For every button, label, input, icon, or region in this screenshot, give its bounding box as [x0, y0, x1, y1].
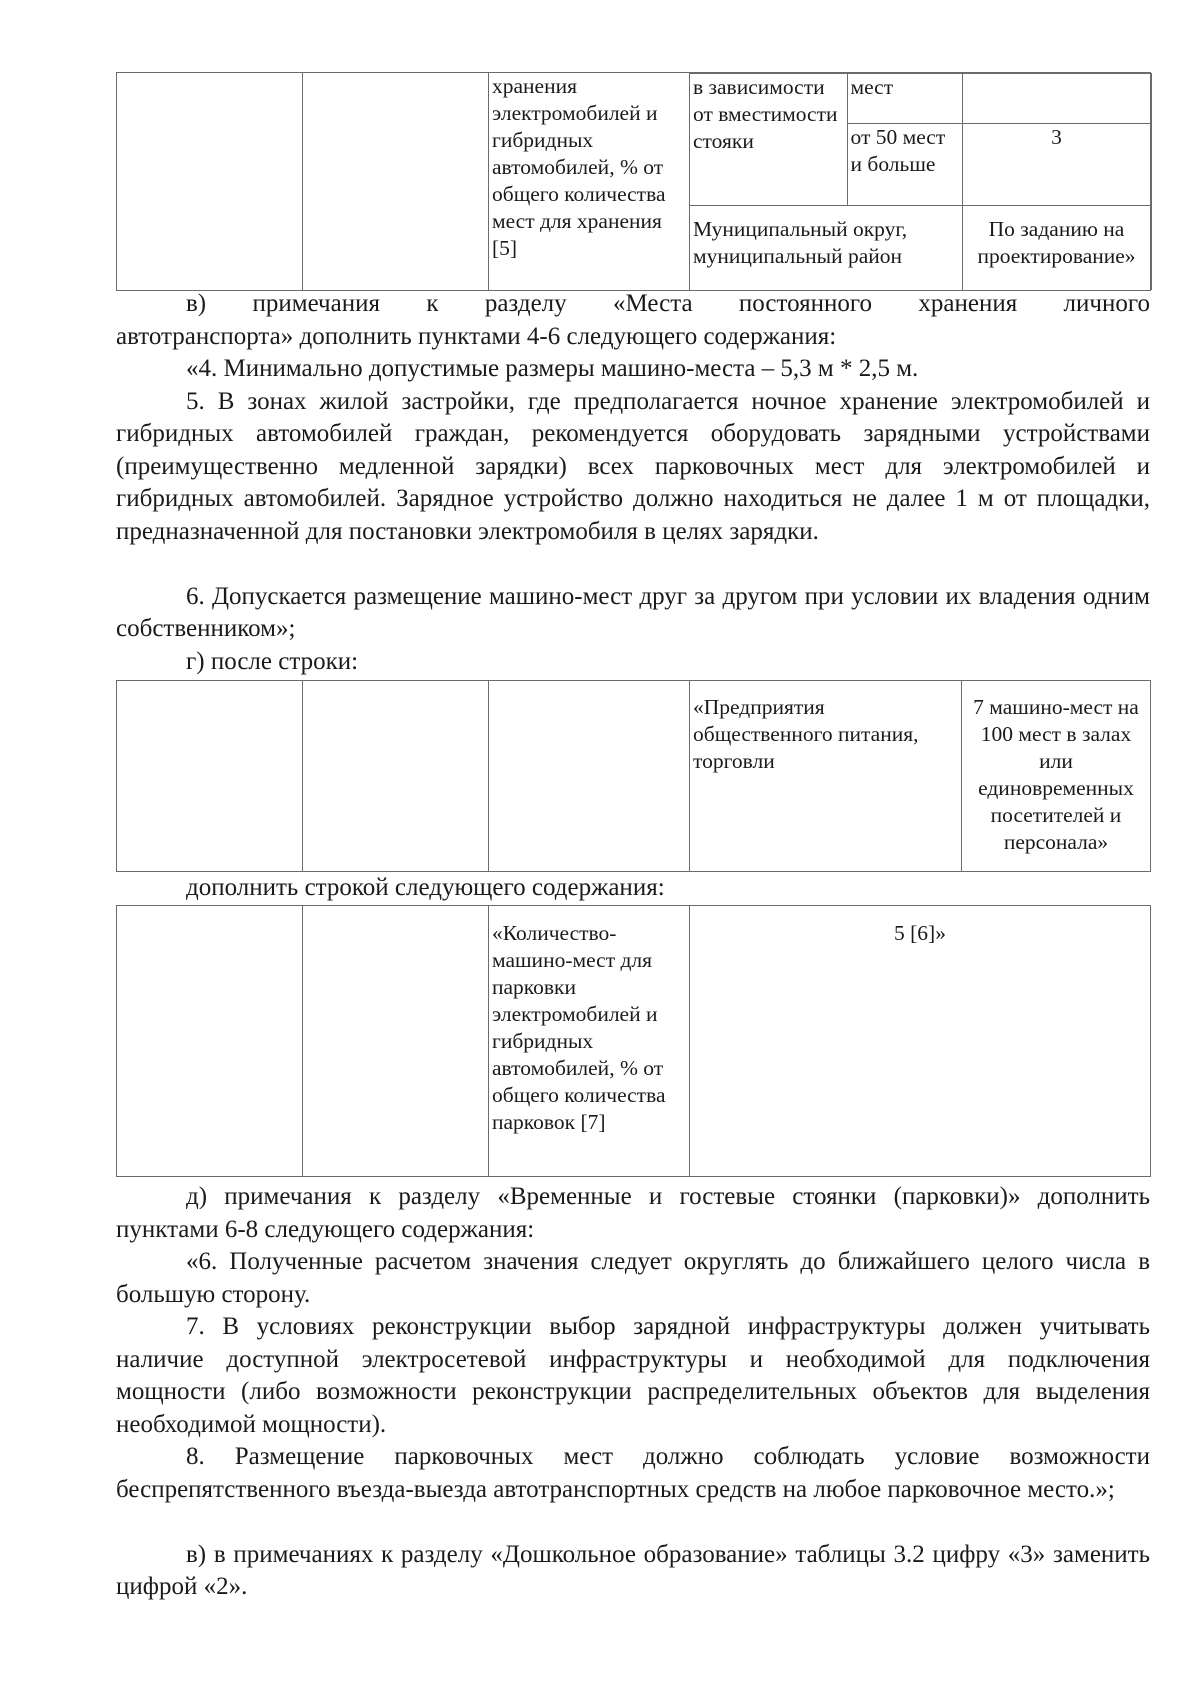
table-parking-storage	[116, 72, 1151, 291]
table-cell: По заданию на проектирование»	[962, 206, 1151, 290]
table-cell: «Предприятия общественного питания, торговли	[690, 681, 962, 872]
table-food-trade	[116, 680, 1151, 872]
table-cell	[303, 73, 489, 291]
paragraph-note-7: 7. В условиях реконструкции выбор зарядной инфраструктуры должен учитывать наличие доступной электросетевой инфраструктуры и необходимой для подключения мощности (либо возможности реконструкции распределительных объектов для выделения необходимой мощности).	[116, 1313, 1150, 1438]
table-cell: хранения электромобилей и гибридных автомобилей, % от общего количества мест для хранения [5]	[489, 73, 690, 291]
table-cell: мест	[847, 74, 962, 124]
table-cell-group	[690, 73, 1151, 291]
paragraph-v-line1: в) примечания к разделу «Места постоянного хранения личного	[186, 290, 1150, 317]
nested-table	[690, 73, 1152, 290]
paragraph-item-5: 5. В зонах жилой застройки, где предполагается ночное хранение электромобилей и гибридных автомобилей граждан, рекомендуется оборудовать зарядными устройствами (преимущественно медленной зарядки) всех парковочных мест для электромобилей и гибридных автомобилей. Зарядное устройство должно находиться не далее 1 м от площадки, предназначенной для постановки электромобиля в целях зарядки.	[116, 387, 1150, 545]
table-cell: «Количество-машино-мест для парковки электромобилей и гибридных автомобилей, % от общего количества парковок [7]	[489, 906, 690, 1177]
paragraph-item-4: «4. Минимально допустимые размеры машино-места – 5,3 м * 2,5 м.	[186, 355, 919, 382]
paragraph-note-8: 8. Размещение парковочных мест должно соблюдать условие возможности беспрепятственного въезда-выезда автотранспортных средств на любое парковочное место.»;	[116, 1443, 1150, 1503]
paragraph-add-row: дополнить строкой следующего содержания:	[186, 874, 665, 901]
table-cell	[303, 906, 489, 1177]
paragraph-d: д) примечания к разделу «Временные и гостевые стоянки (парковки)» дополнить пунктами 6-8 следующего содержания:	[116, 1183, 1150, 1243]
table-cell: 5 [6]»	[690, 906, 1151, 1177]
table-cell	[303, 681, 489, 872]
paragraph-note-6: «6. Полученные расчетом значения следует округлять до ближайшего целого числа в большую сторону.	[116, 1248, 1150, 1308]
paragraph-v-preschool: в) в примечаниях к разделу «Дошкольное образование» таблицы 3.2 цифру «3» заменить цифрой «2».	[116, 1540, 1150, 1600]
table-cell	[117, 73, 303, 291]
paragraph-item-6: 6. Допускается размещение машино-мест друг за другом при условии их владения одним собственником»;	[116, 582, 1150, 642]
table-cell	[962, 74, 1151, 124]
table-cell: от 50 мест и больше	[847, 124, 962, 206]
paragraph-v-line2: автотранспорта» дополнить пунктами 4-6 следующего содержания:	[116, 322, 837, 350]
table-cell: 7 машино-мест на 100 мест в залах или единовременных посетителей и персонала»	[962, 681, 1151, 872]
table-ev-parking	[116, 905, 1151, 1177]
table-cell	[117, 681, 303, 872]
table-cell	[489, 681, 690, 872]
table-cell: Муниципальный округ, муниципальный район	[690, 206, 962, 290]
table-cell	[117, 906, 303, 1177]
table-cell: 3	[962, 124, 1151, 206]
table-cell: в зависимости от вместимости стояки	[690, 74, 847, 206]
paragraph-g: г) после строки:	[186, 647, 359, 675]
